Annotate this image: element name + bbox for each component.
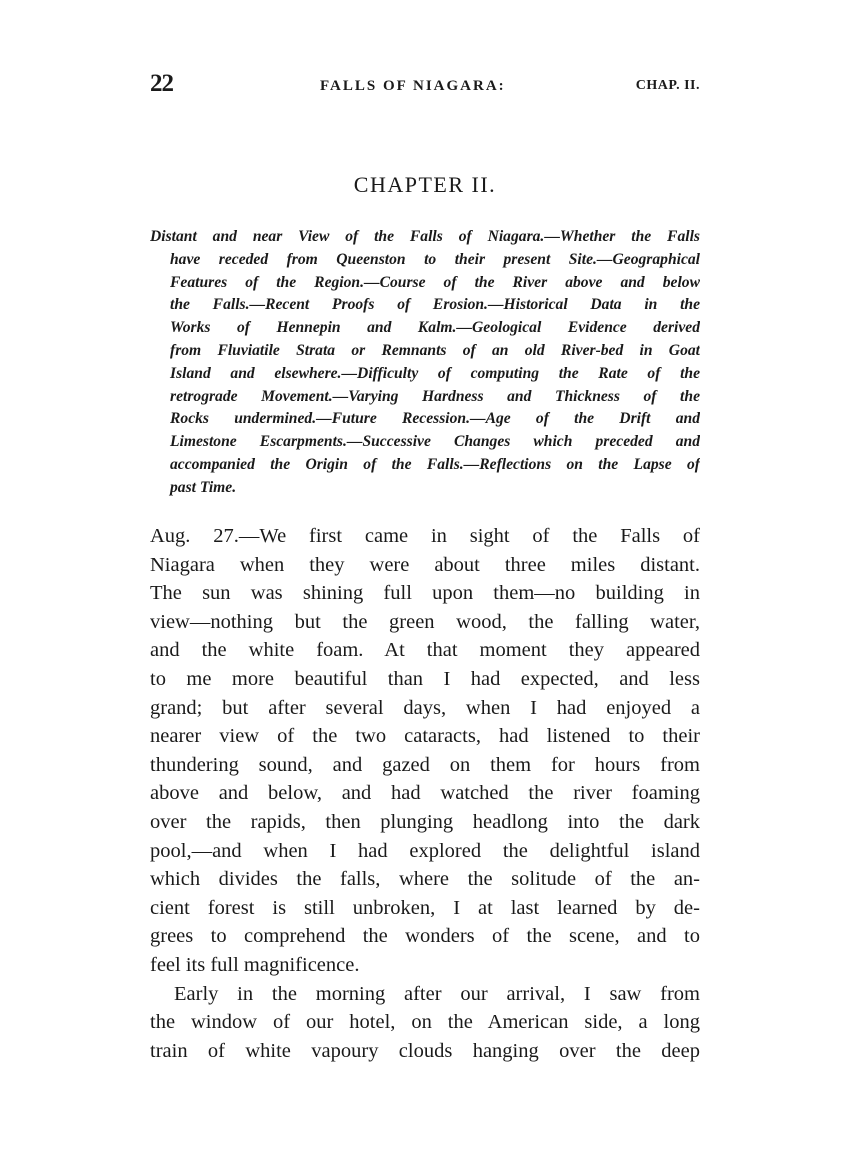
summary-line: Limestone Escarpments.—Successive Changes which preceded and	[170, 433, 700, 451]
body-line: Niagara when they were about three miles distant.	[150, 553, 700, 576]
body-line: over the rapids, then plunging headlong into the dark	[150, 810, 700, 833]
summary-line: the Falls.—Recent Proofs of Erosion.—Historical Data in the	[170, 296, 700, 314]
running-chapter-label: CHAP. II.	[635, 78, 700, 93]
running-head	[150, 70, 700, 106]
body-line: train of white vapoury clouds hanging over the deep	[150, 1039, 700, 1062]
body-line: and the white foam. At that moment they appeared	[150, 639, 700, 662]
body-line: Aug. 27.—We first came in sight of the Falls of	[150, 525, 700, 547]
page-number: 22	[150, 70, 173, 97]
summary-line: Features of the Region.—Course of the River above and below	[170, 273, 700, 291]
summary-line: accompanied the Origin of the Falls.—Reflections on the Lapse of	[170, 455, 700, 473]
body-line: The sun was shining full upon them—no building in	[150, 582, 700, 605]
body-line: Early in the morning after our arrival, I saw from	[174, 982, 700, 1005]
body-line: to me more beautiful than I had expected, and less	[150, 667, 700, 690]
running-title: FALLS OF NIAGARA:	[320, 78, 506, 94]
body-line: cient forest is still unbroken, I at last learned by de-	[150, 896, 700, 919]
summary-line: Works of Hennepin and Kalm.—Geological Evidence derived	[170, 319, 700, 337]
body-line: pool,—and when I had explored the delightful island	[150, 839, 700, 862]
body-text	[150, 522, 700, 1065]
body-line: feel its full magnificence.	[150, 953, 360, 976]
body-line: grand; but after several days, when I had enjoyed a	[150, 696, 700, 719]
body-line: nearer view of the two cataracts, had listened to their	[150, 725, 700, 748]
summary-line: retrograde Movement.—Varying Hardness and Thickness of the	[170, 387, 700, 405]
body-line: thundering sound, and gazed on them for hours from	[150, 753, 700, 776]
summary-line: Island and elsewhere.—Difficulty of computing the Rate of the	[170, 364, 700, 382]
body-line: grees to comprehend the wonders of the scene, and to	[150, 925, 700, 948]
summary-line: Distant and near View of the Falls of Niagara.—Whether the Falls	[150, 228, 700, 245]
body-line: the window of our hotel, on the American side, a long	[150, 1011, 700, 1034]
body-line: above and below, and had watched the river foaming	[150, 782, 700, 805]
body-line: which divides the falls, where the solitude of the an-	[150, 868, 700, 891]
summary-line: have receded from Queenston to their present Site.—Geographical	[170, 250, 700, 268]
summary-line: past Time.	[170, 478, 237, 496]
summary-line: from Fluviatile Strata or Remnants of an old River-bed in Goat	[170, 341, 700, 359]
chapter-summary	[150, 226, 700, 500]
body-line: view—nothing but the green wood, the falling water,	[150, 610, 700, 633]
chapter-heading: CHAPTER II.	[353, 172, 497, 197]
summary-line: Rocks undermined.—Future Recession.—Age of the Drift and	[170, 410, 700, 428]
